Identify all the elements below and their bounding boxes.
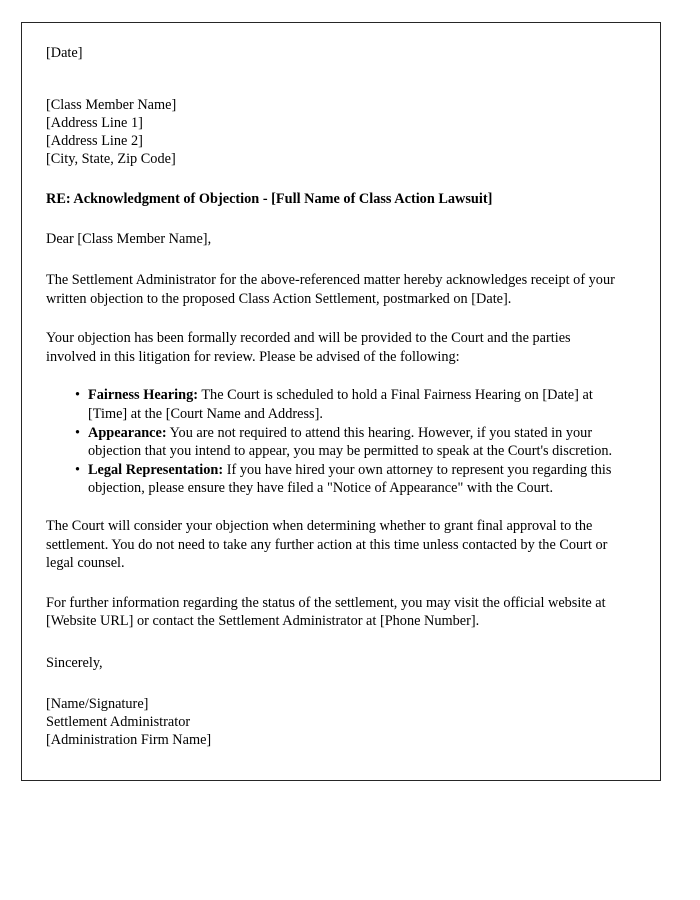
list-item: [75, 386, 622, 423]
spacer-before-list: [46, 366, 622, 386]
spacer-after-paragraph-3: [46, 573, 622, 594]
paragraph-3: The Court will consider your objection when determining whether to grant final approval to the settlement. You do not need to take any further action at this time unless contacted by the Court or legal counsel.: [46, 517, 608, 572]
letter-body: [46, 44, 622, 749]
list-item-text: The Court is scheduled to hold a Final Fairness Hearing on [Date] at [Time] at the [Court Name and Address].: [88, 387, 593, 422]
bullet-dot-icon: •: [75, 461, 81, 478]
recipient-address-block: [46, 96, 622, 168]
list-item: [75, 461, 622, 498]
bullet-dot-icon: •: [75, 424, 81, 441]
bullet-dot-icon: •: [75, 387, 81, 404]
paragraph-4: For further information regarding the status of the settlement, you may visit the official website at [Website URL] or contact the Settlement Administrator at [Phone Number].: [46, 594, 606, 630]
list-item-text: If you have hired your own attorney to represent you regarding this objection, please ensure they have filed a "Notice of Appearance" with the Court.: [88, 461, 612, 497]
address-line: [City, State, Zip Code]: [46, 151, 176, 167]
date-line: [Date]: [46, 45, 83, 61]
signature-title: Settlement Administrator: [46, 713, 191, 730]
address-line: [Address Line 2]: [46, 133, 143, 149]
paragraph-1: The Settlement Administrator for the above-referenced matter hereby acknowledges receipt of your written objection to the proposed Class Action Settlement, postmarked on [Date].: [46, 272, 615, 307]
spacer-after-date: [46, 62, 622, 96]
spacer-after-salutation: [46, 248, 622, 271]
closing-line: Sincerely,: [46, 654, 103, 671]
spacer-after-address: [46, 168, 622, 190]
spacer-after-list: [46, 498, 622, 517]
spacer-after-closing: [46, 672, 622, 695]
advisory-bullet-list: [46, 386, 622, 498]
address-line: [Class Member Name]: [46, 97, 177, 113]
address-line: [Address Line 1]: [46, 115, 143, 131]
subject-line: RE: Acknowledgment of Objection - [Full Name of Class Action Lawsuit]: [46, 191, 493, 207]
spacer-after-paragraph-1: [46, 308, 622, 329]
spacer-before-closing: [46, 631, 622, 654]
signature-line: [Name/Signature]: [46, 695, 149, 712]
spacer-after-subject: [46, 208, 622, 230]
salutation: Dear [Class Member Name],: [46, 231, 212, 247]
list-item-text: You are not required to attend this hearing. However, if you stated in your objection that you intend to appear, you may be permitted to speak at the Court's discretion.: [88, 424, 613, 460]
list-item-lead: Legal Representation:: [88, 461, 224, 478]
signature-firm: [Administration Firm Name]: [46, 731, 212, 748]
signature-block: [46, 695, 622, 749]
document-page: [21, 22, 661, 781]
list-item-lead: Fairness Hearing:: [88, 387, 198, 404]
list-item: [75, 424, 622, 461]
paragraph-2: Your objection has been formally recorded and will be provided to the Court and the parties involved in this litigation for review. Please be advised of the following:: [46, 330, 571, 365]
list-item-lead: Appearance:: [88, 424, 167, 441]
